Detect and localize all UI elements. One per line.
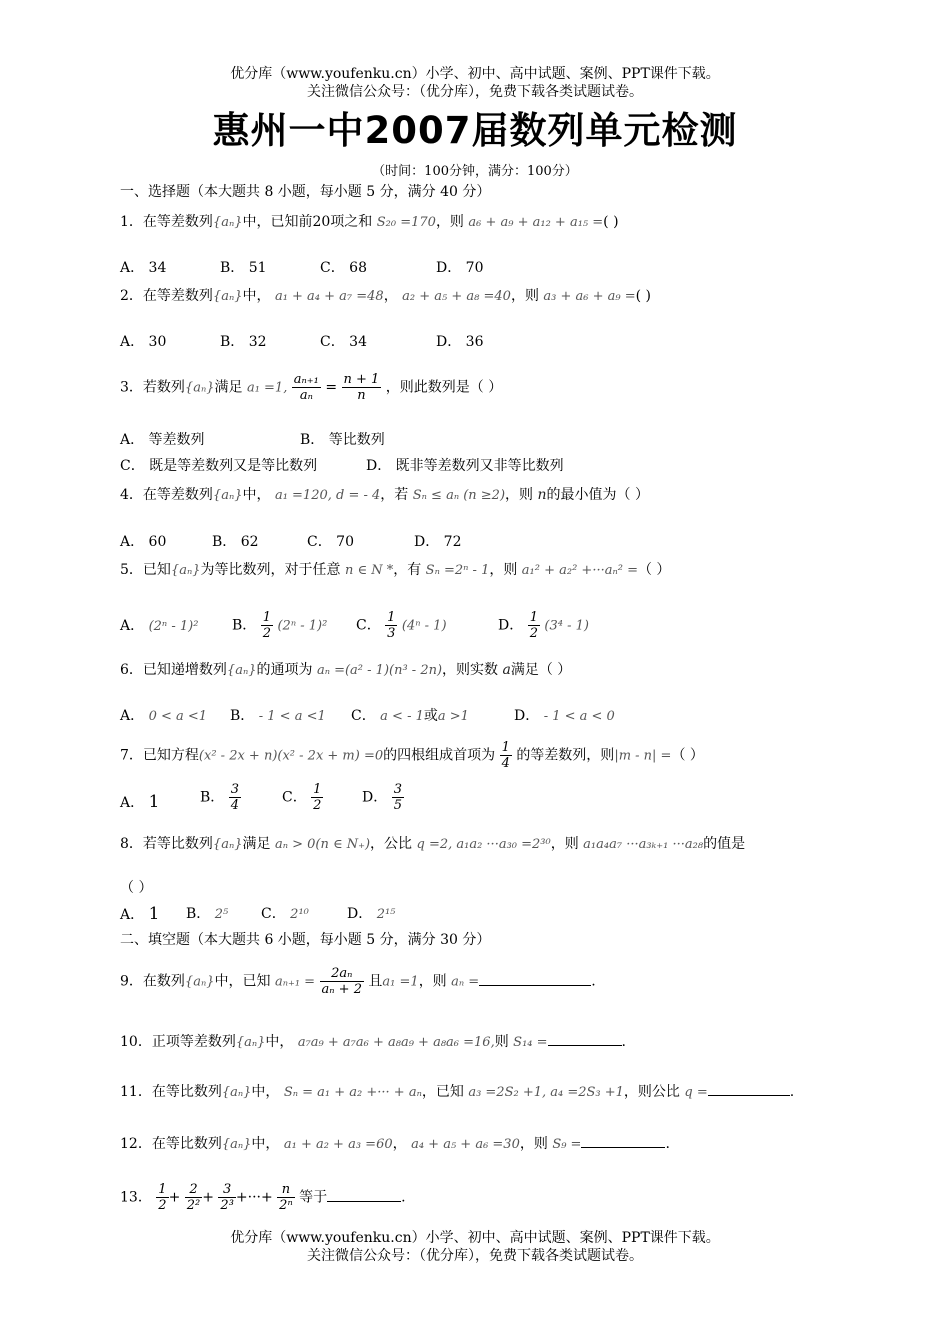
- q3-option-c: C． 既是等差数列又是等比数列: [120, 458, 318, 474]
- q12-answer-blank[interactable]: [581, 1135, 665, 1148]
- q4-option-a: A． 60: [120, 534, 167, 550]
- q1-option-d: D． 70: [436, 260, 484, 276]
- question-11: 11．在等比数列{aₙ}中， Sₙ = a₁ + a₂ +··· + aₙ，已知 a₃ =2S₂ +1, a₄ =2S₃ +1，则公比 q = .: [120, 1084, 795, 1100]
- q2-option-c: C． 34: [320, 334, 367, 350]
- q4-option-d: D． 72: [414, 534, 462, 550]
- question-3: 3．若数列{aₙ}满足 a₁ =1, $\frac{\text{aₙ₊₁}}{\text{aₙ}}$ = $\frac{n + 1}{n}$ ，则此数列是（ ）: [120, 372, 503, 403]
- q6-option-b: B． - 1 < a <1: [230, 708, 326, 724]
- q8-answer-paren: （ ）: [120, 880, 153, 896]
- question-8: 8．若等比数列{aₙ}满足 aₙ > 0(n ∈ N₊)，公比 q =2, a₁a₂ ···a₃₀ =2³⁰，则 a₁a₄a₇ ···a₃ₖ₊₁ ···a₂₈的值是: [120, 836, 746, 852]
- q5-option-d: D． $\frac{1}{2}$ (3⁴ - 1): [498, 610, 589, 641]
- q8-option-b: B． 2⁵: [186, 906, 229, 922]
- header-line-1: 优分库（www.youfenku.cn）小学、初中、高中试题、案例、PPT课件下载。: [230, 66, 720, 82]
- q4-option-b: B． 62: [212, 534, 259, 550]
- q9-answer-blank[interactable]: [479, 973, 591, 986]
- q3-fraction-right: $\frac{n + 1}{n}$: [343, 372, 380, 403]
- q2-option-a: A． 30: [120, 334, 167, 350]
- q8-option-a: A． 1: [120, 904, 160, 924]
- question-9: 9．在数列{aₙ}中，已知 aₙ₊₁ = $\frac{\text{2aₙ}}{\text{aₙ + 2}}$ 且a₁ =1，则 aₙ = .: [120, 966, 596, 997]
- q5-option-c: C． $\frac{1}{3}$ (4ⁿ - 1): [356, 610, 447, 641]
- question-5: 5．已知{aₙ}为等比数列，对于任意 n ∈ N *，有 Sₙ =2ⁿ - 1，则 a₁² + a₂² +···aₙ² =（ ）: [120, 562, 671, 578]
- section-fill-in: 二、填空题（本大题共 6 小题，每小题 5 分，满分 30 分）: [120, 932, 491, 948]
- q3-option-a: A． 等差数列: [120, 432, 205, 448]
- exam-subtitle: （时间：100分钟，满分：100分）: [372, 164, 578, 179]
- q6-option-d: D． - 1 < a < 0: [514, 708, 615, 724]
- q6-option-c: C． a < - 1或a >1: [351, 708, 469, 724]
- footer-line-1: 优分库（www.youfenku.cn）小学、初中、高中试题、案例、PPT课件下载。: [230, 1230, 720, 1246]
- header-line-2: 关注微信公众号：（优分库），免费下载各类试题试卷。: [307, 84, 643, 100]
- q2-option-b: B． 32: [220, 334, 267, 350]
- q1-option-a: A． 34: [120, 260, 167, 276]
- q10-answer-blank[interactable]: [548, 1033, 622, 1046]
- question-7: 7．已知方程(x² - 2x + n)(x² - 2x + m) =0的四根组成首项为 $\frac{1}{4}$ 的等差数列，则|m - n| =（ ）: [120, 740, 704, 771]
- page-title: 惠州一中2007届数列单元检测: [212, 109, 738, 152]
- q11-answer-blank[interactable]: [708, 1083, 790, 1096]
- q7-option-b: B． $\frac{3}{4}$: [200, 782, 240, 813]
- q5-option-a: A． (2ⁿ - 1)²: [120, 618, 199, 634]
- question-6: 6．已知递增数列{aₙ}的通项为 aₙ =(a² - 1)(n³ - 2n)，则实数 a满足（ ）: [120, 662, 572, 678]
- q6-option-a: A． 0 < a <1: [120, 708, 208, 724]
- q3-option-b: B． 等比数列: [300, 432, 385, 448]
- q5-option-b: B． $\frac{1}{2}$ (2ⁿ - 1)²: [232, 610, 328, 641]
- footer-line-2: 关注微信公众号：（优分库），免费下载各类试题试卷。: [307, 1248, 643, 1264]
- q7-option-c: C． $\frac{1}{2}$: [282, 782, 322, 813]
- q1-option-c: C． 68: [320, 260, 367, 276]
- q13-answer-blank[interactable]: [327, 1189, 401, 1202]
- q1-option-b: B． 51: [220, 260, 267, 276]
- question-1: 1．在等差数列{aₙ}中，已知前20项之和 S₂₀ =170，则 a₆ + a₉ + a₁₂ + a₁₅ =( ): [120, 214, 619, 230]
- q8-option-d: D． 2¹⁵: [347, 906, 396, 922]
- question-10: 10．正项等差数列{aₙ}中， a₇a₉ + a₇a₆ + a₈a₉ + a₈a₆ =16,则 S₁₄ = .: [120, 1034, 626, 1050]
- question-13: 13． $\frac{1}{2}$ + $\frac{2}{\text{2²}}$ + $\frac{3}{\text{2³}}$ +···+ $\frac{n}{\text{2ⁿ}}$ 等于 .: [120, 1182, 406, 1213]
- question-12: 12．在等比数列{aₙ}中， a₁ + a₂ + a₃ =60， a₄ + a₅ + a₆ =30，则 S₉ = .: [120, 1136, 670, 1152]
- q3-fraction-left: $\frac{\text{aₙ₊₁}}{\text{aₙ}}$: [293, 372, 319, 403]
- q2-option-d: D． 36: [436, 334, 484, 350]
- question-4: 4．在等差数列{aₙ}中， a₁ =120, d = - 4，若 Sₙ ≤ aₙ (n ≥2)，则 n的最小值为（ ）: [120, 487, 649, 503]
- q7-option-a: A． 1: [120, 792, 160, 812]
- q8-option-c: C． 2¹⁰: [261, 906, 309, 922]
- q7-option-d: D． $\frac{3}{5}$: [362, 782, 402, 813]
- question-2: 2．在等差数列{aₙ}中， a₁ + a₄ + a₇ =48， a₂ + a₅ + a₈ =40，则 a₃ + a₆ + a₉ =( ): [120, 288, 652, 304]
- q4-option-c: C． 70: [307, 534, 354, 550]
- q3-option-d: D． 既非等差数列又非等比数列: [366, 458, 564, 474]
- section-multiple-choice: 一、选择题（本大题共 8 小题，每小题 5 分，满分 40 分）: [120, 184, 491, 200]
